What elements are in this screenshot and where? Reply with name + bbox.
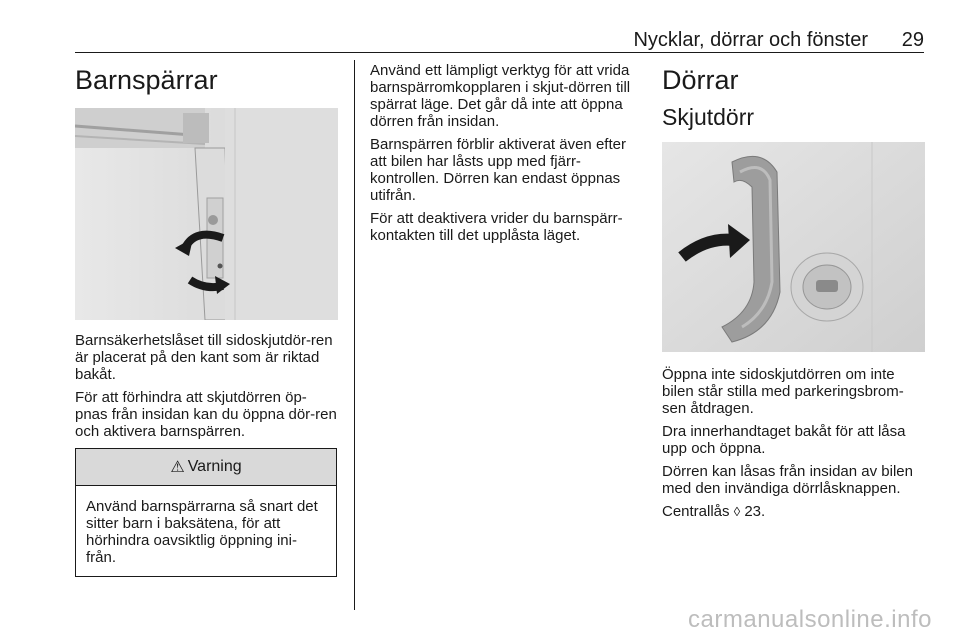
warning-title: Varning: [187, 458, 242, 475]
column-2: [370, 62, 636, 250]
sliding-door-handle-illustration: [662, 142, 925, 352]
warning-box: [75, 448, 337, 577]
child-lock-illustration: [75, 108, 338, 320]
paragraph-lock-location: Barnsäkerhetslåset till sidoskjutdör-ren är placerat på den kant som är riktad bakåt.: [75, 332, 333, 383]
warning-triangle-icon: ⚠: [170, 459, 185, 476]
paragraph-lock-from-inside: Dörren kan låsas från insidan av bilen med den invändiga dörrlåsknappen.: [662, 463, 913, 497]
paragraph-pull-handle: Dra innerhandtaget bakåt för att låsa upp och öppna.: [662, 423, 906, 457]
central-locking-label: Centrallås: [662, 503, 730, 520]
subheading-sliding-door: Skjutdörr: [662, 104, 755, 130]
column-divider: [354, 60, 355, 610]
column-1: [75, 62, 338, 577]
paragraph-use-tool: Använd ett lämpligt verktyg för att vrida barnspärromkopplaren i skjut-dörren till spärrat läge. Det går då inte att öppna dörren från insidan.: [370, 62, 631, 130]
column-3: [662, 62, 925, 526]
page-number: 29: [901, 29, 924, 51]
paragraph-remains-active: Barnspärren förblir aktiverat även efter att bilen har låsts upp med fjärr-kontrollen. Dörren kan endast öppnas utifrån.: [370, 136, 626, 204]
paragraph-central-locking: [662, 503, 925, 520]
section-heading-child-locks: Barnspärrar: [75, 65, 218, 95]
paragraph-prevent-opening: För att förhindra att skjutdörren öp-pnas från insidan kan du öppna dör-ren och aktivera barnspärren.: [75, 389, 337, 440]
central-locking-page-link[interactable]: 23.: [744, 503, 766, 520]
paragraph-do-not-open: Öppna inte sidoskjutdörren om inte bilen står stilla med parkeringsbrom-sen åtdragen.: [662, 366, 904, 417]
reference-arrow-icon: ◊: [733, 504, 741, 519]
header-title: Nycklar, dörrar och fönster: [633, 29, 868, 51]
warning-text: Använd barnspärrarna så snart det sitter barn i baksätena, för att hörhindra oavsiktlig öppning ini-från.: [86, 498, 318, 566]
watermark: carmanualsonline.info: [688, 606, 932, 633]
header-rule: [75, 52, 924, 53]
paragraph-deactivate: För att deaktivera vrider du barnspärr-kontakten till det upplåsta läget.: [370, 210, 623, 244]
section-heading-doors: Dörrar: [662, 65, 739, 95]
warning-header: [76, 449, 336, 486]
